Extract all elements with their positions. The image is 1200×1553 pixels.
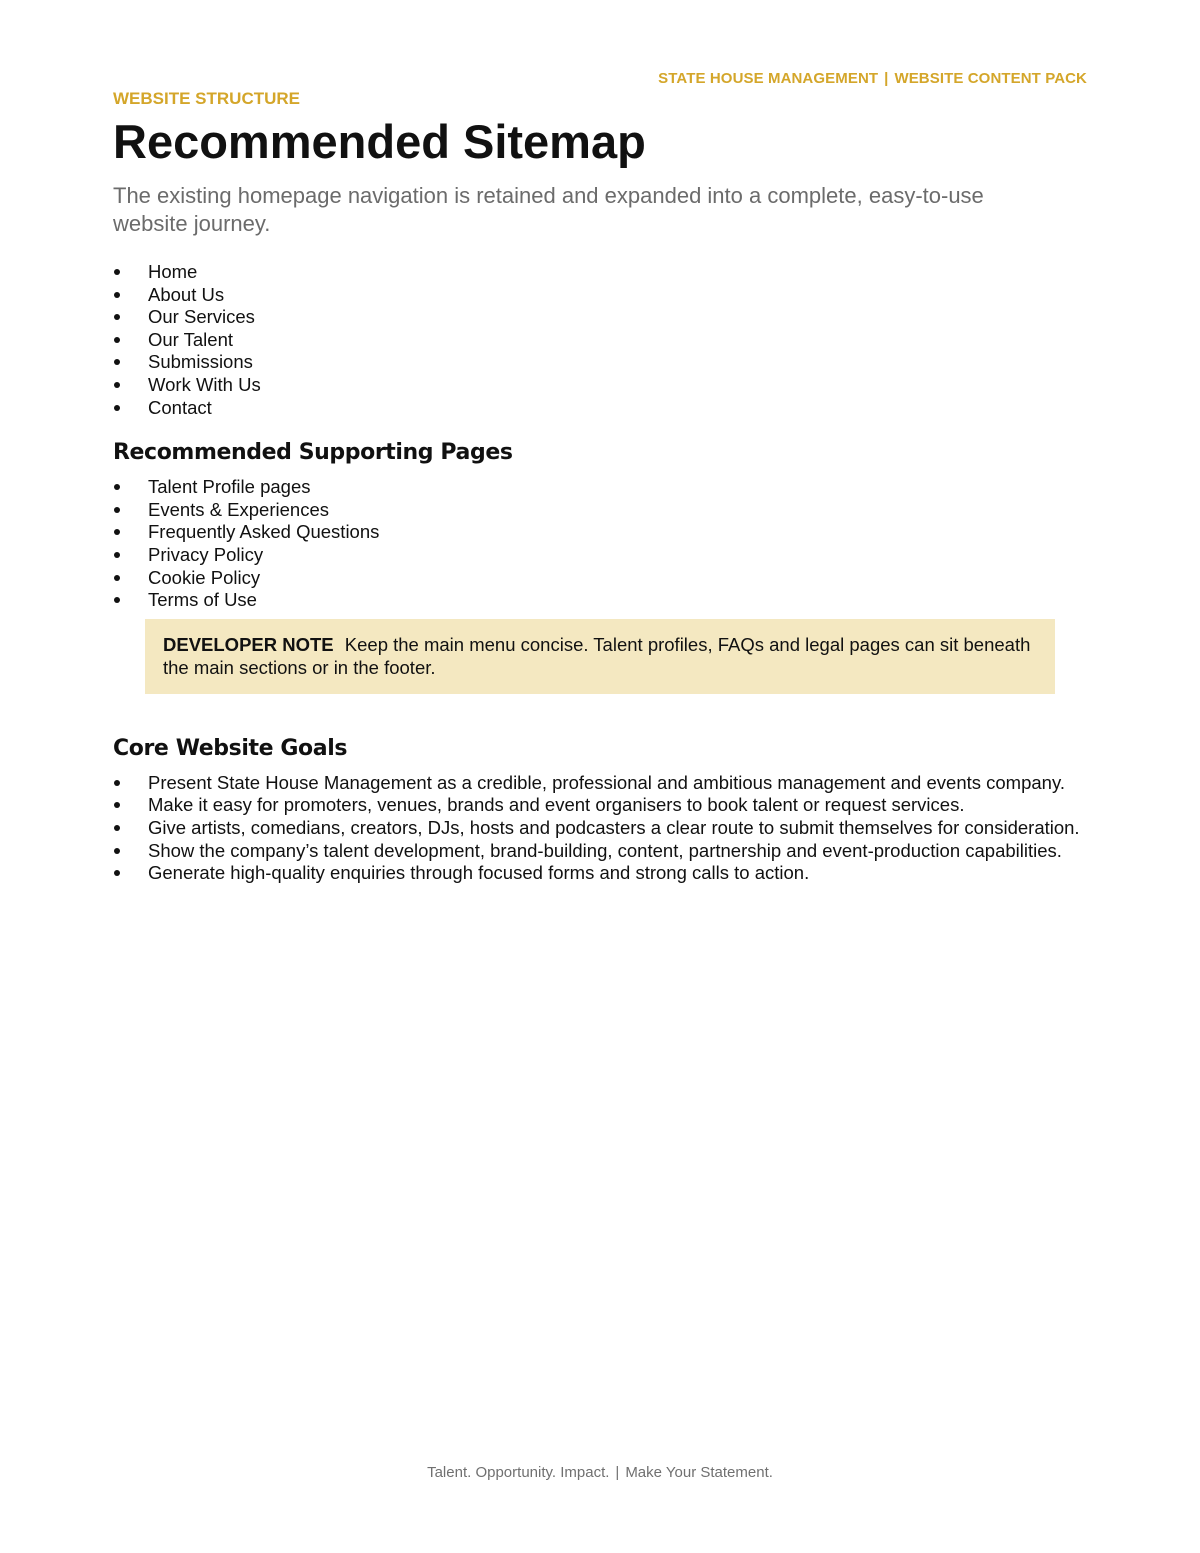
section-label: WEBSITE STRUCTURE xyxy=(113,89,300,108)
list-item: About Us xyxy=(113,284,1093,307)
supporting-pages-heading: Recommended Supporting Pages xyxy=(113,440,513,466)
list-item: Frequently Asked Questions xyxy=(113,521,1093,544)
list-item: Present State House Management as a credible, professional and ambitious management and events company. xyxy=(113,772,1093,795)
list-item: Home xyxy=(113,261,1093,284)
main-navigation-list xyxy=(113,261,1093,419)
footer-separator: | xyxy=(615,1464,620,1481)
list-item: Submissions xyxy=(113,351,1093,374)
list-item: Generate high-quality enquiries through focused forms and strong calls to action. xyxy=(113,862,1093,885)
footer-slogan: Make Your Statement. xyxy=(625,1464,773,1481)
list-item: Our Talent xyxy=(113,329,1093,352)
list-item: Terms of Use xyxy=(113,589,1093,612)
supporting-pages-list xyxy=(113,476,1093,612)
list-item: Talent Profile pages xyxy=(113,476,1093,499)
page-subtitle: The existing homepage navigation is retained and expanded into a complete, easy-to-use website journey. xyxy=(113,183,984,236)
core-goals-heading: Core Website Goals xyxy=(113,735,348,761)
page-footer xyxy=(0,1464,1200,1481)
list-item: Privacy Policy xyxy=(113,544,1093,567)
developer-note-callout xyxy=(145,619,1055,694)
list-item: Give artists, comedians, creators, DJs, hosts and podcasters a clear route to submit themselves for consideration. xyxy=(113,817,1093,840)
header-company: STATE HOUSE MANAGEMENT xyxy=(658,70,879,87)
list-item: Show the company’s talent development, brand-building, content, partnership and event-production capabilities. xyxy=(113,840,1093,863)
footer-tagline: Talent. Opportunity. Impact. xyxy=(427,1464,610,1481)
list-item: Make it easy for promoters, venues, brands and event organisers to book talent or request services. xyxy=(113,794,1093,817)
list-item: Our Services xyxy=(113,306,1093,329)
developer-note-text: Keep the main menu concise. Talent profiles, FAQs and legal pages can sit beneath the main sections or in the footer. xyxy=(163,633,1031,678)
core-goals-list xyxy=(113,772,1093,885)
list-item: Work With Us xyxy=(113,374,1093,397)
header-separator: | xyxy=(884,70,889,87)
list-item: Cookie Policy xyxy=(113,567,1093,590)
document-header xyxy=(658,70,1087,87)
header-document-name: WEBSITE CONTENT PACK xyxy=(894,70,1087,87)
developer-note-label: DEVELOPER NOTE xyxy=(163,633,334,655)
list-item: Contact xyxy=(113,397,1093,420)
page-content xyxy=(113,88,1093,885)
list-item: Events & Experiences xyxy=(113,499,1093,522)
page-title: Recommended Sitemap xyxy=(113,115,646,168)
